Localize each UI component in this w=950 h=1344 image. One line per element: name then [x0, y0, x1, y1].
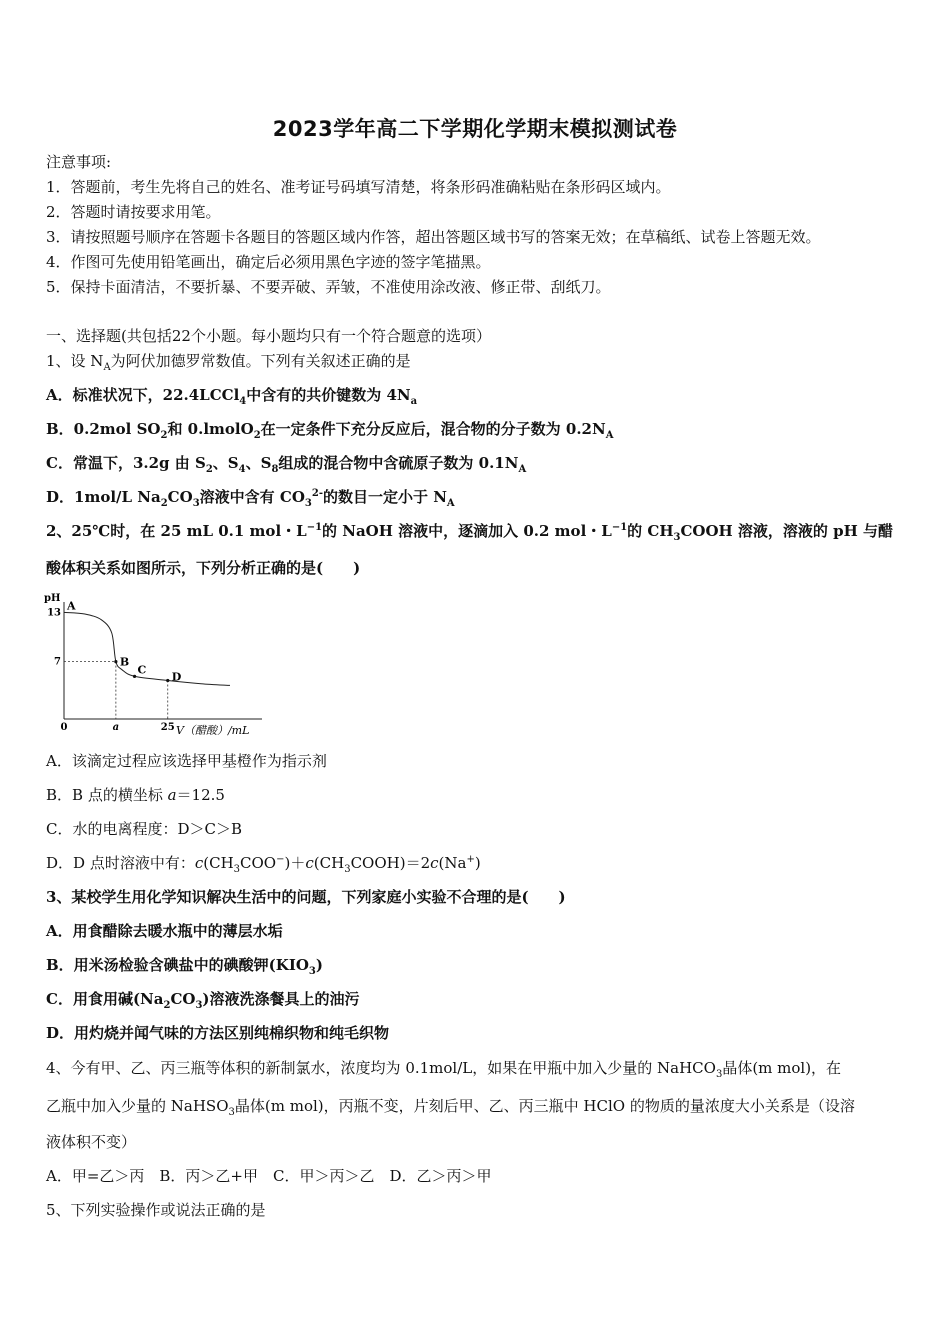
y-tick-label: 13	[47, 607, 61, 619]
q1-option-c: C．常温下，3.2g 由 $S_2$、$S_4$、$S_8$组成的混合物中含硫原子数为 $0.1N_A$	[46, 454, 527, 475]
titration-curve	[64, 612, 230, 685]
q1-stem: 1、设 $N_A$为阿伏加德罗常数值。下列有关叙述正确的是	[46, 352, 411, 373]
q3-stem: 3、某校学生用化学知识解决生活中的问题，下列家庭小实验不合理的是( )	[46, 888, 566, 906]
y-axis-label: pH	[44, 593, 61, 604]
point-a-label: A	[67, 599, 76, 613]
y-tick-label: 7	[54, 656, 61, 668]
q2-option-a: A．该滴定过程应该选择甲基橙作为指示剂	[46, 752, 327, 770]
titration-chart	[40, 588, 270, 740]
point-b-label: B	[119, 655, 130, 669]
q2-option-d: D．D 点时溶液中有：$c(CH_3COO^-)+c(CH_3COOH)=2c(Na^+)$	[46, 854, 481, 875]
notice-item: 5．保持卡面清洁，不要折暴、不要弄破、弄皱，不准使用涂改液、修正带、刮纸刀。	[46, 278, 611, 296]
x-tick-label: 25	[160, 722, 175, 733]
notice-item: 1．答题前，考生先将自己的姓名、准考证号码填写清楚，将条形码准确粘贴在条形码区域内。	[46, 178, 671, 196]
section-heading: 一、选择题(共包括22个小题。每小题均只有一个符合题意的选项）	[46, 327, 491, 345]
q3-option-d: D．用灼烧并闻气味的方法区别纯棉织物和纯毛织物	[46, 1024, 390, 1042]
x-axis-label: V（醋酸）/mL	[176, 724, 250, 737]
x-tick-label: a	[112, 722, 120, 733]
point-d-marker	[166, 679, 169, 682]
q5-stem: 5、下列实验操作或说法正确的是	[46, 1201, 266, 1219]
q4-stem-line1: 4、今有甲、乙、丙三瓶等体积的新制氯水，浓度均为 0.1mol/L，如果在甲瓶中加入少量的 NaHCO$_3$晶体(m mol)，在	[46, 1059, 842, 1080]
q2-stem-line2: 酸体积关系如图所示，下列分析正确的是( )	[46, 559, 361, 577]
q1-option-a: A．标准状况下，22.4LCCl$_4$中含有的共价键数为 $4N_a$	[46, 386, 418, 407]
q1-option-d: D．1mol/L $Na_2CO_3$溶液中含有 $CO_3^{2-}$的数目一定小于 $N_A$	[46, 488, 455, 509]
q4-options: A．甲=乙＞丙 B．丙＞乙+甲 C．甲＞丙＞乙 D．乙＞丙＞甲	[46, 1167, 492, 1185]
q1-option-b: B．0.2mol $SO_2$和 0.lmolO$_2$在一定条件下充分反应后，混合物的分子数为 $0.2N_A$	[46, 420, 614, 441]
x-tick-label: 0	[60, 722, 68, 733]
point-d-label: D	[171, 670, 182, 684]
q2-option-b: B．B 点的横坐标 a＝12.5	[46, 786, 225, 804]
point-c-label: C	[137, 663, 147, 677]
notice-item: 4．作图可先使用铅笔画出，确定后必须用黑色字迹的签字笔描黑。	[46, 253, 491, 271]
q3-option-c: C．用食用碱$(Na_2CO_3)$溶液洗涤餐具上的油污	[46, 990, 360, 1011]
q3-option-b: B．用米汤检验含碘盐中的碘酸钾$(KIO_3)$	[46, 956, 323, 977]
q2-option-c: C．水的电离程度：D＞C＞B	[46, 820, 243, 838]
q4-stem-line3: 液体积不变）	[46, 1133, 137, 1151]
page-title: 2023学年高二下学期化学期末模拟测试卷	[272, 117, 678, 141]
q4-stem-line2: 乙瓶中加入少量的 NaHSO$_3$晶体(m mol)，丙瓶不变，片刻后甲、乙、丙三瓶中 HClO 的物质的量浓度大小关系是（设溶	[46, 1097, 855, 1118]
notice-item: 2．答题时请按要求用笔。	[46, 203, 221, 221]
notice-heading: 注意事项:	[46, 153, 112, 171]
point-c-marker	[133, 675, 136, 678]
q2-stem-line1: 2、25℃时，在 25 mL 0.1 mol・$L^{-1}$的 NaOH 溶液中，逐滴加入 0.2 mol・$L^{-1}$的 $CH_3COOH$ 溶液，溶液的 pH 与醋	[46, 522, 894, 543]
q3-option-a: A．用食醋除去暖水瓶中的薄层水垢	[46, 922, 283, 940]
point-b-marker	[114, 660, 117, 663]
notice-item: 3．请按照题号顺序在答题卡各题目的答题区域内作答，超出答题区域书写的答案无效；在草稿纸、试卷上答题无效。	[46, 228, 821, 246]
